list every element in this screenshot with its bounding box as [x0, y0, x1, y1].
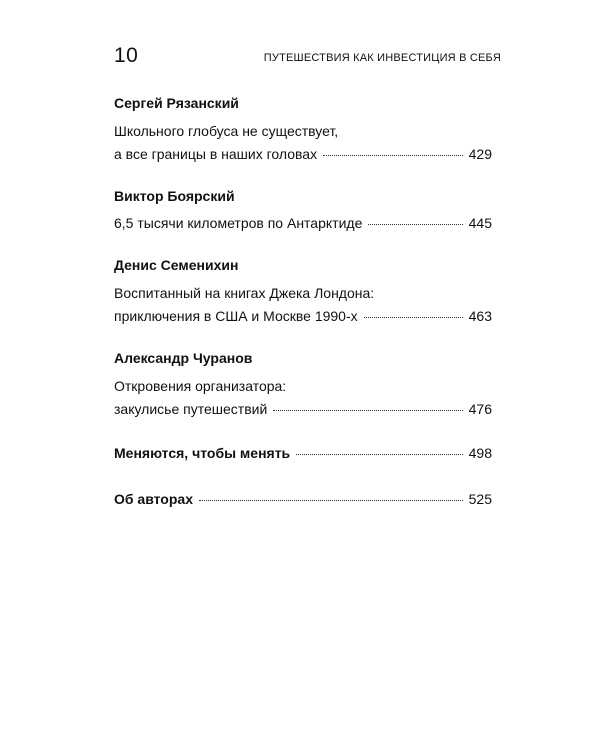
entry-title-line: а все границы в наших головах: [114, 146, 318, 162]
dot-leader: [273, 410, 462, 411]
entry-title-line: закулисье путешествий: [114, 401, 268, 417]
entry-author: Виктор Боярский: [114, 188, 235, 204]
dot-leader: [368, 224, 462, 225]
entry-title-line: Воспитанный на книгах Джека Лондона:: [114, 285, 375, 301]
entry-author: Сергей Рязанский: [114, 95, 239, 111]
toc-entry: [114, 94, 492, 165]
toc-entry: [114, 349, 492, 420]
entry-author: Денис Семенихин: [114, 257, 239, 273]
dot-leader: [323, 155, 463, 156]
toc-section: [114, 442, 492, 464]
dot-leader: [296, 454, 462, 455]
toc-entry: [114, 256, 492, 327]
entry-page-number: 463: [468, 308, 492, 324]
toc-entry: [114, 187, 492, 234]
section-page-number: 498: [468, 445, 492, 461]
section-page-number: 525: [468, 491, 492, 507]
dot-leader: [199, 500, 463, 501]
entry-title-line: Откровения организатора:: [114, 378, 287, 394]
running-title: ПУТЕШЕСТВИЯ КАК ИНВЕСТИЦИЯ В СЕБЯ: [263, 52, 501, 64]
entry-title-line: приключения в США и Москве 1990-х: [114, 308, 358, 324]
entry-title-row: [114, 305, 492, 327]
entry-page-number: 476: [468, 401, 492, 417]
entry-title-line: 6,5 тысячи километров по Антарктиде: [114, 215, 363, 231]
section-title: Об авторах: [114, 491, 193, 507]
dot-leader: [364, 317, 463, 318]
table-of-contents: [114, 94, 492, 534]
entry-page-number: 429: [468, 146, 492, 162]
entry-title-line: Школьного глобуса не существует,: [114, 123, 339, 139]
entry-title-row: [114, 398, 492, 420]
section-title: Меняются, чтобы менять: [114, 445, 291, 461]
entry-title-row: [114, 143, 492, 165]
section-row: [114, 488, 492, 510]
entry-author: Александр Чуранов: [114, 350, 253, 366]
page-number: 10: [114, 44, 139, 67]
section-row: [114, 442, 492, 464]
entry-title-row: [114, 212, 492, 234]
entry-page-number: 445: [468, 215, 492, 231]
toc-section: [114, 488, 492, 510]
